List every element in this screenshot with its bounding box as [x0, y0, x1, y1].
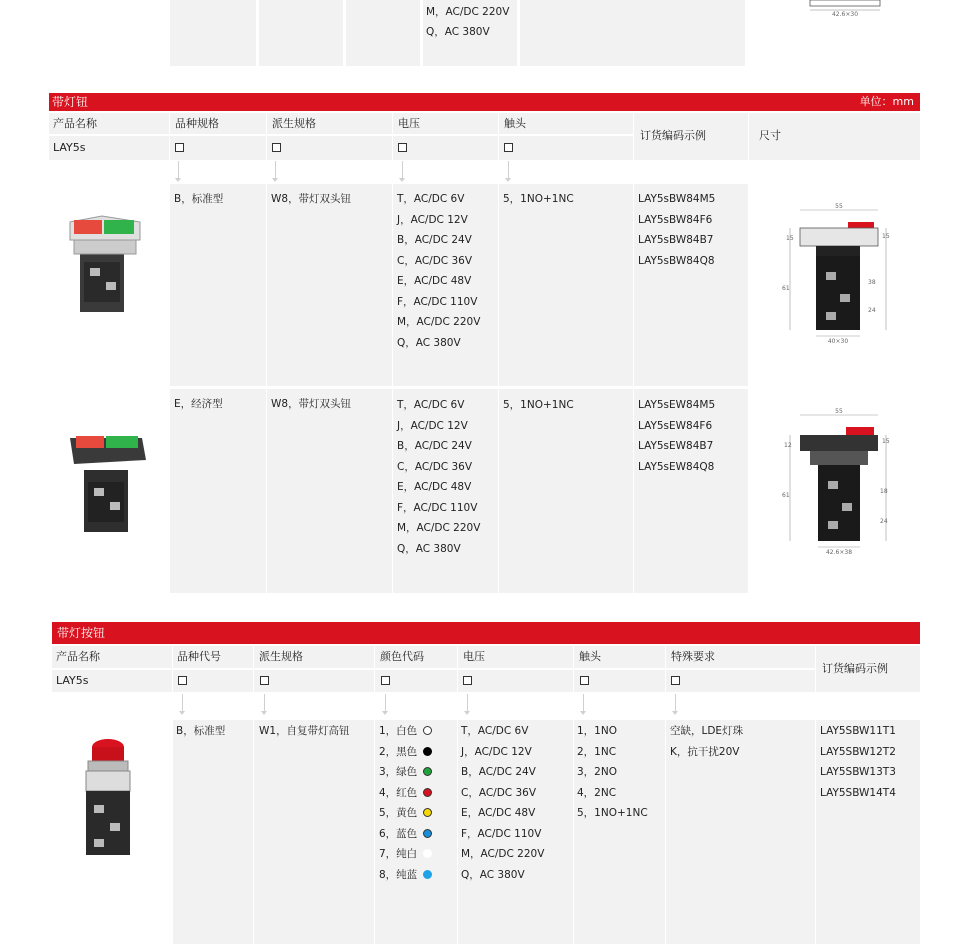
- s2-color-item: [379, 742, 432, 763]
- section2-title-bar: [52, 622, 920, 644]
- s1-row1-dim-right-c: 24: [868, 307, 876, 314]
- s2-color-label: 3，绿色: [379, 766, 418, 778]
- s1-header-contact: 触头: [504, 117, 526, 130]
- s1-row2-voltage-cell: [393, 389, 498, 593]
- s2-header-product-name: 产品名称: [56, 650, 100, 663]
- s1-row2-derived-cell: [267, 389, 392, 593]
- s1-row1-dimension-drawing: [778, 200, 898, 350]
- s1-row2-code-3: LAY5sEW84Q8: [638, 460, 715, 473]
- s1-row1-dim-right-b: 38: [868, 279, 876, 286]
- s2-arrow-6: [675, 694, 676, 712]
- color-swatch-icon: [423, 726, 432, 735]
- s1-row1-code-1: LAY5sBW84F6: [638, 213, 713, 226]
- s1-row1-product-image: [62, 210, 148, 315]
- s1-row2-product-image: [62, 430, 152, 535]
- s2-voltage-2: B，AC/DC 24V: [461, 766, 536, 778]
- s2-code-3: LAY5SBW14T4: [820, 786, 896, 799]
- s2-contact-0: 1，1NO: [577, 725, 617, 737]
- s2-checkbox-voltage[interactable]: [463, 676, 472, 685]
- s2-product-name: LAY5s: [56, 674, 89, 687]
- s2-voltage-7: Q，AC 380V: [461, 868, 525, 881]
- s2-code-0: LAY5SBW11T1: [820, 725, 896, 737]
- s1-row1-code-cell: [634, 184, 748, 386]
- s2-code-cell: [816, 720, 920, 944]
- s1-row1-code-2: LAY5sBW84B7: [638, 234, 714, 246]
- top-voltage-m: M，AC/DC 220V: [426, 6, 510, 18]
- s2-color-label: 2，黑色: [379, 745, 418, 758]
- s1-row1-voltage-4: E，AC/DC 48V: [397, 275, 472, 287]
- s1-checkbox-derived[interactable]: [272, 143, 281, 152]
- top-cell-1: [170, 0, 256, 66]
- s1-row1-contact-cell: [499, 184, 633, 386]
- s1-arrow-1: [178, 161, 179, 179]
- s2-voltage-1: J，AC/DC 12V: [461, 745, 532, 758]
- s2-color-item: [379, 721, 432, 742]
- s2-voltage-6: M，AC/DC 220V: [461, 848, 545, 860]
- s1-row2-variety: E，经济型: [174, 398, 223, 410]
- s1-row2-code-0: LAY5sEW84M5: [638, 399, 716, 411]
- s1-row2-voltage-6: M，AC/DC 220V: [397, 522, 481, 534]
- s2-derived: W1，自复带灯高钮: [259, 725, 350, 737]
- top-dimension-drawing: [800, 0, 895, 20]
- s2-contact-1: 2，1NC: [577, 745, 617, 758]
- s1-checkbox-contact[interactable]: [504, 143, 513, 152]
- s2-color-label: 8，纯蓝: [379, 868, 418, 881]
- color-swatch-icon: [423, 829, 432, 838]
- s2-color-cell: [375, 720, 457, 944]
- s1-row2-code-1: LAY5sEW84F6: [638, 419, 713, 432]
- s2-header-contact: 触头: [579, 650, 601, 663]
- s1-row2-voltage-0: T，AC/DC 6V: [397, 399, 465, 411]
- s2-contact-3: 4，2NC: [577, 786, 617, 799]
- s2-checkbox-color[interactable]: [381, 676, 390, 685]
- top-voltage-q: Q，AC 380V: [426, 26, 490, 38]
- s1-row2-voltage-5: F，AC/DC 110V: [397, 501, 478, 514]
- s2-color-label: 1，白色: [379, 725, 418, 737]
- s1-row2-voltage-1: J，AC/DC 12V: [397, 419, 468, 432]
- top-dim-label: 42.6×30: [831, 11, 859, 18]
- s2-header-color: 颜色代码: [380, 650, 424, 663]
- s1-row1-voltage-3: C，AC/DC 36V: [397, 254, 472, 267]
- s2-special-0: 空缺，LDE灯珠: [670, 725, 744, 737]
- s1-row2-contact-cell: [499, 389, 633, 593]
- s2-color-item: [379, 803, 432, 824]
- s1-row2-dim-bottom: 42.6×38: [825, 549, 853, 556]
- s2-product-image: [72, 735, 142, 860]
- s2-variety: B，标准型: [176, 725, 226, 737]
- s2-header-derived: 派生规格: [259, 650, 303, 663]
- s2-color-label: 6，蓝色: [379, 827, 418, 840]
- s1-product-name: LAY5s: [53, 141, 86, 154]
- s1-checkbox-voltage[interactable]: [398, 143, 407, 152]
- s1-row2-contact: 5，1NO+1NC: [503, 399, 574, 411]
- s2-color-item: [379, 824, 432, 845]
- section1-title: 带灯钮: [52, 95, 89, 109]
- s2-special-cell: [666, 720, 815, 944]
- s1-arrow-4: [508, 161, 509, 179]
- s1-header-product-name: 产品名称: [53, 117, 97, 130]
- s1-row2-voltage-2: B，AC/DC 24V: [397, 440, 472, 452]
- s2-arrow-1: [182, 694, 183, 712]
- s1-row1-voltage-1: J，AC/DC 12V: [397, 213, 468, 226]
- s1-row2-voltage-4: E，AC/DC 48V: [397, 481, 472, 493]
- s2-special-1: K，抗干扰20V: [670, 745, 740, 758]
- s1-row2-dim-top: 55: [835, 408, 843, 415]
- s2-header-special: 特殊要求: [671, 650, 715, 663]
- s2-arrow-4: [467, 694, 468, 712]
- s1-row1-voltage-2: B，AC/DC 24V: [397, 234, 472, 246]
- s1-row1-voltage-cell: [393, 184, 498, 386]
- s2-header-voltage: 电压: [463, 650, 485, 663]
- s1-row2-variety-cell: [170, 389, 266, 593]
- s1-checkbox-variety[interactable]: [175, 143, 184, 152]
- s1-row2-dim-right-a: 15: [882, 438, 890, 445]
- color-swatch-icon: [423, 808, 432, 817]
- s2-header-variety: 品种代号: [177, 650, 221, 663]
- s2-contact-4: 5，1NO+1NC: [577, 807, 648, 819]
- top-cell-3: [346, 0, 420, 66]
- s2-contact-2: 3，2NO: [577, 766, 617, 778]
- s1-row1-dim-left-b: 61: [782, 285, 790, 292]
- color-swatch-icon: [423, 747, 432, 756]
- s2-arrow-2: [264, 694, 265, 712]
- s2-voltage-0: T，AC/DC 6V: [461, 725, 529, 737]
- section2-title: 带灯按钮: [57, 626, 106, 640]
- s2-checkbox-derived[interactable]: [260, 676, 269, 685]
- s2-derived-cell: [254, 720, 374, 944]
- s1-row1-voltage-0: T，AC/DC 6V: [397, 193, 465, 205]
- s1-row2-dim-left-b: 61: [782, 492, 790, 499]
- s1-row2-dimension-drawing: [778, 405, 898, 560]
- color-swatch-icon: [423, 788, 432, 797]
- s1-row1-dim-top: 55: [835, 203, 843, 210]
- s1-row1-variety: B，标准型: [174, 193, 224, 205]
- s2-color-item: [379, 783, 432, 804]
- s1-row1-dim-right-a: 15: [882, 233, 890, 240]
- s1-row1-voltage-6: M，AC/DC 220V: [397, 316, 481, 328]
- s2-color-label: 5，黄色: [379, 807, 418, 819]
- color-swatch-icon: [423, 849, 432, 858]
- s1-header-size: 尺寸: [759, 129, 781, 142]
- s1-row2-voltage-3: C，AC/DC 36V: [397, 460, 472, 473]
- s2-code-2: LAY5SBW13T3: [820, 766, 896, 778]
- s1-row2-voltage-7: Q，AC 380V: [397, 542, 461, 555]
- s1-row1-derived-cell: [267, 184, 392, 386]
- s1-row2-dim-right-b: 18: [880, 488, 888, 495]
- s2-contact-cell: [574, 720, 665, 944]
- s2-checkbox-variety[interactable]: [178, 676, 187, 685]
- s2-arrow-5: [583, 694, 584, 712]
- s2-voltage-3: C，AC/DC 36V: [461, 786, 536, 799]
- top-cell-2: [259, 0, 343, 66]
- s1-row1-derived: W8，带灯双头钮: [271, 193, 352, 205]
- s1-row1-variety-cell: [170, 184, 266, 386]
- s1-header-code: 订货编码示例: [640, 129, 706, 142]
- top-cell-voltage: [423, 0, 517, 66]
- s2-color-item: [379, 865, 432, 886]
- s2-variety-cell: [173, 720, 253, 944]
- s1-row1-voltage-7: Q，AC 380V: [397, 336, 461, 349]
- s1-row2-derived: W8，带灯双头钮: [271, 398, 352, 410]
- s2-checkbox-special[interactable]: [671, 676, 680, 685]
- s2-header-code: 订货编码示例: [822, 662, 888, 675]
- s1-row2-code-2: LAY5sEW84B7: [638, 440, 714, 452]
- s1-row2-dim-left-a: 12: [784, 442, 792, 449]
- s1-header-voltage: 电压: [398, 117, 420, 130]
- s2-color-item: [379, 844, 432, 865]
- s1-header-derived: 派生规格: [272, 117, 316, 130]
- s2-arrow-3: [385, 694, 386, 712]
- s1-arrow-3: [402, 161, 403, 179]
- s2-voltage-5: F，AC/DC 110V: [461, 827, 542, 840]
- s1-row1-dim-bottom: 40×30: [827, 338, 849, 345]
- color-swatch-icon: [423, 767, 432, 776]
- s1-row2-dim-right-c: 24: [880, 518, 888, 525]
- s1-arrow-2: [275, 161, 276, 179]
- s2-color-label: 7，纯白: [379, 848, 418, 860]
- section1-unit: 单位：mm: [859, 95, 914, 108]
- s1-row1-contact: 5，1NO+1NC: [503, 193, 574, 205]
- color-swatch-icon: [423, 870, 432, 879]
- s2-code-1: LAY5SBW12T2: [820, 745, 896, 758]
- s1-row1-code-3: LAY5sBW84Q8: [638, 254, 715, 267]
- section1-title-bar: [49, 93, 920, 111]
- s1-row1-dim-left-a: 15: [786, 235, 794, 242]
- s1-row1-voltage-5: F，AC/DC 110V: [397, 295, 478, 308]
- s2-voltage-4: E，AC/DC 48V: [461, 807, 536, 819]
- s1-row2-code-cell: [634, 389, 748, 593]
- s2-checkbox-contact[interactable]: [580, 676, 589, 685]
- s1-row1-code-0: LAY5sBW84M5: [638, 193, 716, 205]
- s2-voltage-cell: [458, 720, 573, 944]
- s1-header-variety: 品种规格: [175, 117, 219, 130]
- top-cell-5: [520, 0, 745, 66]
- s2-color-label: 4，红色: [379, 786, 418, 799]
- s2-color-item: [379, 762, 432, 783]
